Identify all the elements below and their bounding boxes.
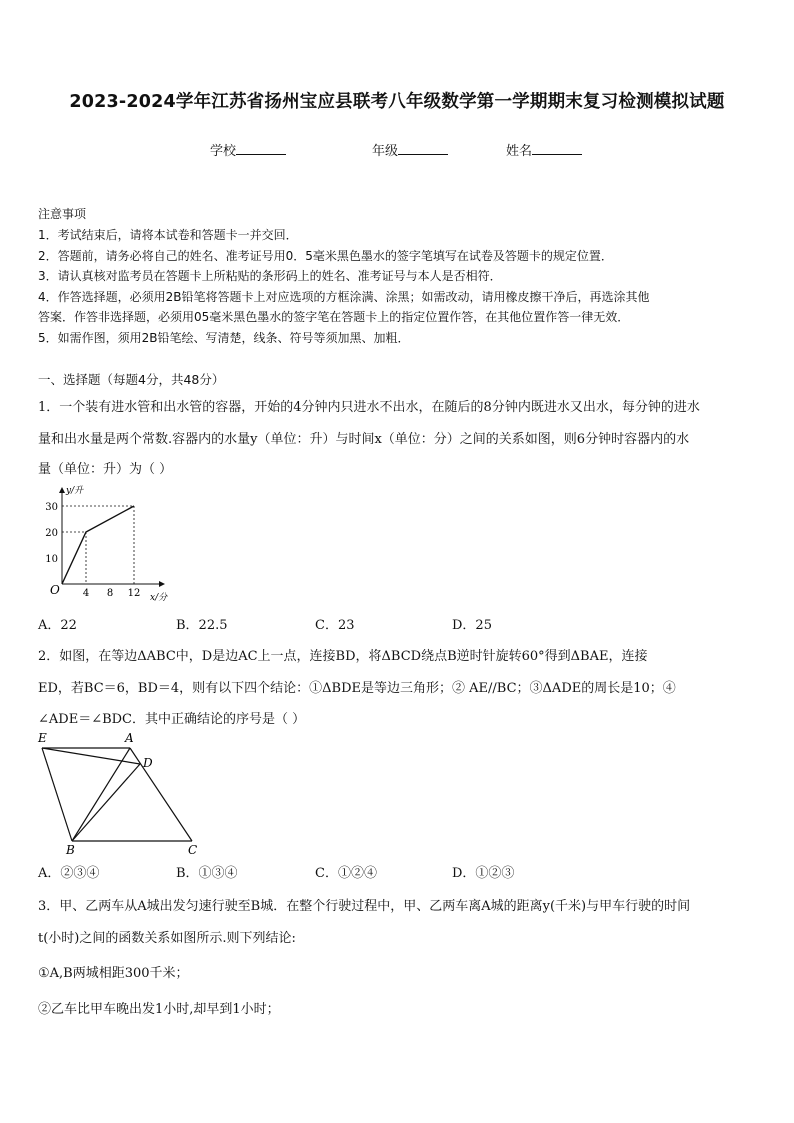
- point-e-label: E: [38, 731, 47, 745]
- point-d-label: D: [143, 756, 153, 770]
- notice-item: 2．答题前，请务必将自己的姓名、准考证号用0．5毫米黑色墨水的签字笔填写在试卷及答题卡的规定位置．: [38, 249, 613, 263]
- x-axis-label: x/分: [150, 593, 168, 603]
- q2-text: ∠ADE＝∠BDC．其中正确结论的序号是（ ）: [38, 712, 306, 727]
- x-tick-label: 8: [106, 588, 114, 599]
- name-label: 姓名: [506, 144, 533, 159]
- q2-figure: [30, 728, 210, 858]
- q1-chart: [36, 480, 176, 605]
- y-tick-label: 20: [45, 528, 58, 539]
- x-tick-label: 12: [127, 588, 141, 599]
- segment-bd: [72, 764, 140, 841]
- guide-lines: [62, 506, 134, 584]
- q1-option-d[interactable]: D．25: [452, 618, 492, 633]
- notice-item: 5．如需作图，须用2B铅笔绘、写清楚，线条、符号等须加黑、加粗．: [38, 331, 410, 345]
- page-title: 2023-2024学年江苏省扬州宝应县联考八年级数学第一学期期末复习检测模拟试题: [69, 92, 725, 112]
- segment-eb: [42, 748, 72, 841]
- q3-text: t(小时)之间的函数关系如图所示.则下列结论:: [38, 931, 296, 946]
- segment-ac: [130, 748, 192, 841]
- q2-option-a[interactable]: A．②③④: [38, 866, 100, 881]
- q2-option-d[interactable]: D．①②③: [452, 866, 515, 881]
- y-axis-label: y/升: [66, 486, 84, 496]
- q2-option-c[interactable]: C．①②④: [315, 866, 377, 881]
- q3-statement-2: ②乙车比甲车晚出发1小时,却早到1小时；: [38, 1002, 280, 1017]
- notice-item: 3．请认真核对监考员在答题卡上所粘贴的条形码上的姓名、准考证号与本人是否相符．: [38, 269, 502, 283]
- point-b-label: B: [66, 843, 75, 857]
- q1-text: 量（单位：升）为（ ）: [38, 462, 173, 477]
- y-tick-label: 30: [45, 502, 58, 513]
- segment-ab: [72, 748, 130, 841]
- q2-text: ED，若BC＝6，BD＝4，则有以下四个结论：①ΔBDE是等边三角形；② AE//BC；③ΔADE的周长是10；④: [38, 681, 676, 696]
- name-blank: [532, 142, 582, 155]
- point-c-label: C: [188, 843, 198, 857]
- grade-field: [372, 140, 448, 159]
- school-label: 学校: [210, 144, 237, 159]
- q2-option-b[interactable]: B．①③④: [176, 866, 238, 881]
- q3-text: 3．甲、乙两车从A城出发匀速行驶至B城．在整个行驶过程中，甲、乙两车离A城的距离y(千米)与甲车行驶的时间: [38, 899, 691, 914]
- grade-label: 年级: [372, 144, 399, 159]
- q3-statement-1: ①A,B两城相距300千米；: [38, 966, 189, 981]
- grade-blank: [398, 142, 448, 155]
- notice-heading: 注意事项: [38, 207, 87, 221]
- q1-option-b[interactable]: B．22.5: [176, 618, 228, 633]
- name-field: [506, 140, 582, 159]
- q1-option-c[interactable]: C．23: [315, 618, 355, 633]
- notice-item: 1．考试结束后，请将本试卷和答题卡一并交回．: [38, 228, 298, 242]
- q1-text: 1．一个装有进水管和出水管的容器，开始的4分钟内只进水不出水，在随后的8分钟内既进水又出水，每分钟的进水: [38, 400, 700, 415]
- notice-item: 4．作答选择题，必须用2B铅笔将答题卡上对应选项的方框涂满、涂黑；如需改动，请用橡皮擦干净后，再选涂其他: [38, 290, 650, 304]
- q2-text: 2．如图，在等边ΔABC中，D是边AC上一点，连接BD，将ΔBCD绕点B逆时针旋转60°得到ΔBAE，连接: [38, 649, 648, 664]
- school-blank: [236, 142, 286, 155]
- section-heading: 一、选择题（每题4分，共48分）: [38, 372, 225, 387]
- q1-text: 量和出水量是两个常数.容器内的水量y（单位：升）与时间x（单位：分）之间的关系如图，则6分钟时容器内的水: [38, 432, 690, 447]
- y-tick-label: 10: [45, 554, 58, 565]
- origin-label: O: [50, 583, 60, 597]
- point-a-label: A: [125, 731, 134, 745]
- series-line: [62, 506, 134, 584]
- q1-option-a[interactable]: A．22: [38, 618, 77, 633]
- x-tick-label: 4: [82, 588, 90, 599]
- school-field: [210, 140, 286, 159]
- notice-item: 答案．作答非选择题，必须用05毫米黑色墨水的签字笔在答题卡上的指定位置作答，在其他位置作答一律无效．: [38, 310, 630, 324]
